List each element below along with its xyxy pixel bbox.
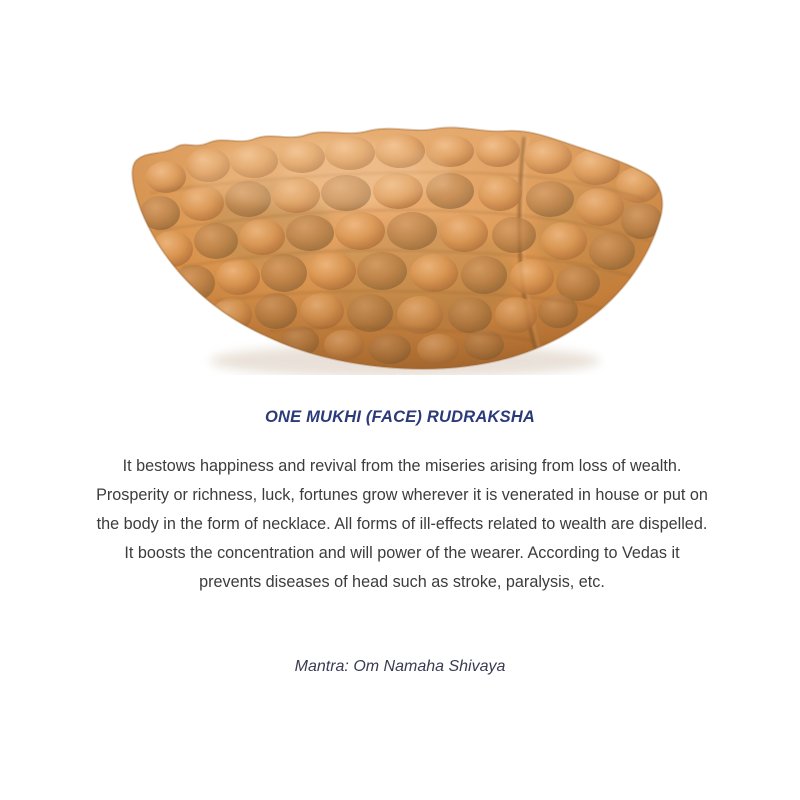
image-caption: ONE MUKHI (FACE) RUDRAKSHA	[264, 408, 536, 426]
description-paragraph: It bestows happiness and revival from the miseries arising from loss of wealth. Prosperity or richness, luck, fortunes grow wherever it is venerated in house or put on the body in the form of necklace. All forms of ill-effects related to wealth are dispelled. It boosts the concentration and will power of the wearer. According to Vedas it prevents diseases of head such as stroke, paralysis, etc.	[96, 457, 708, 591]
rudraksha-bead-image	[120, 115, 680, 375]
bead-image-area	[0, 60, 800, 390]
mantra-line: Mantra: Om Namaha Shivaya	[294, 658, 506, 675]
